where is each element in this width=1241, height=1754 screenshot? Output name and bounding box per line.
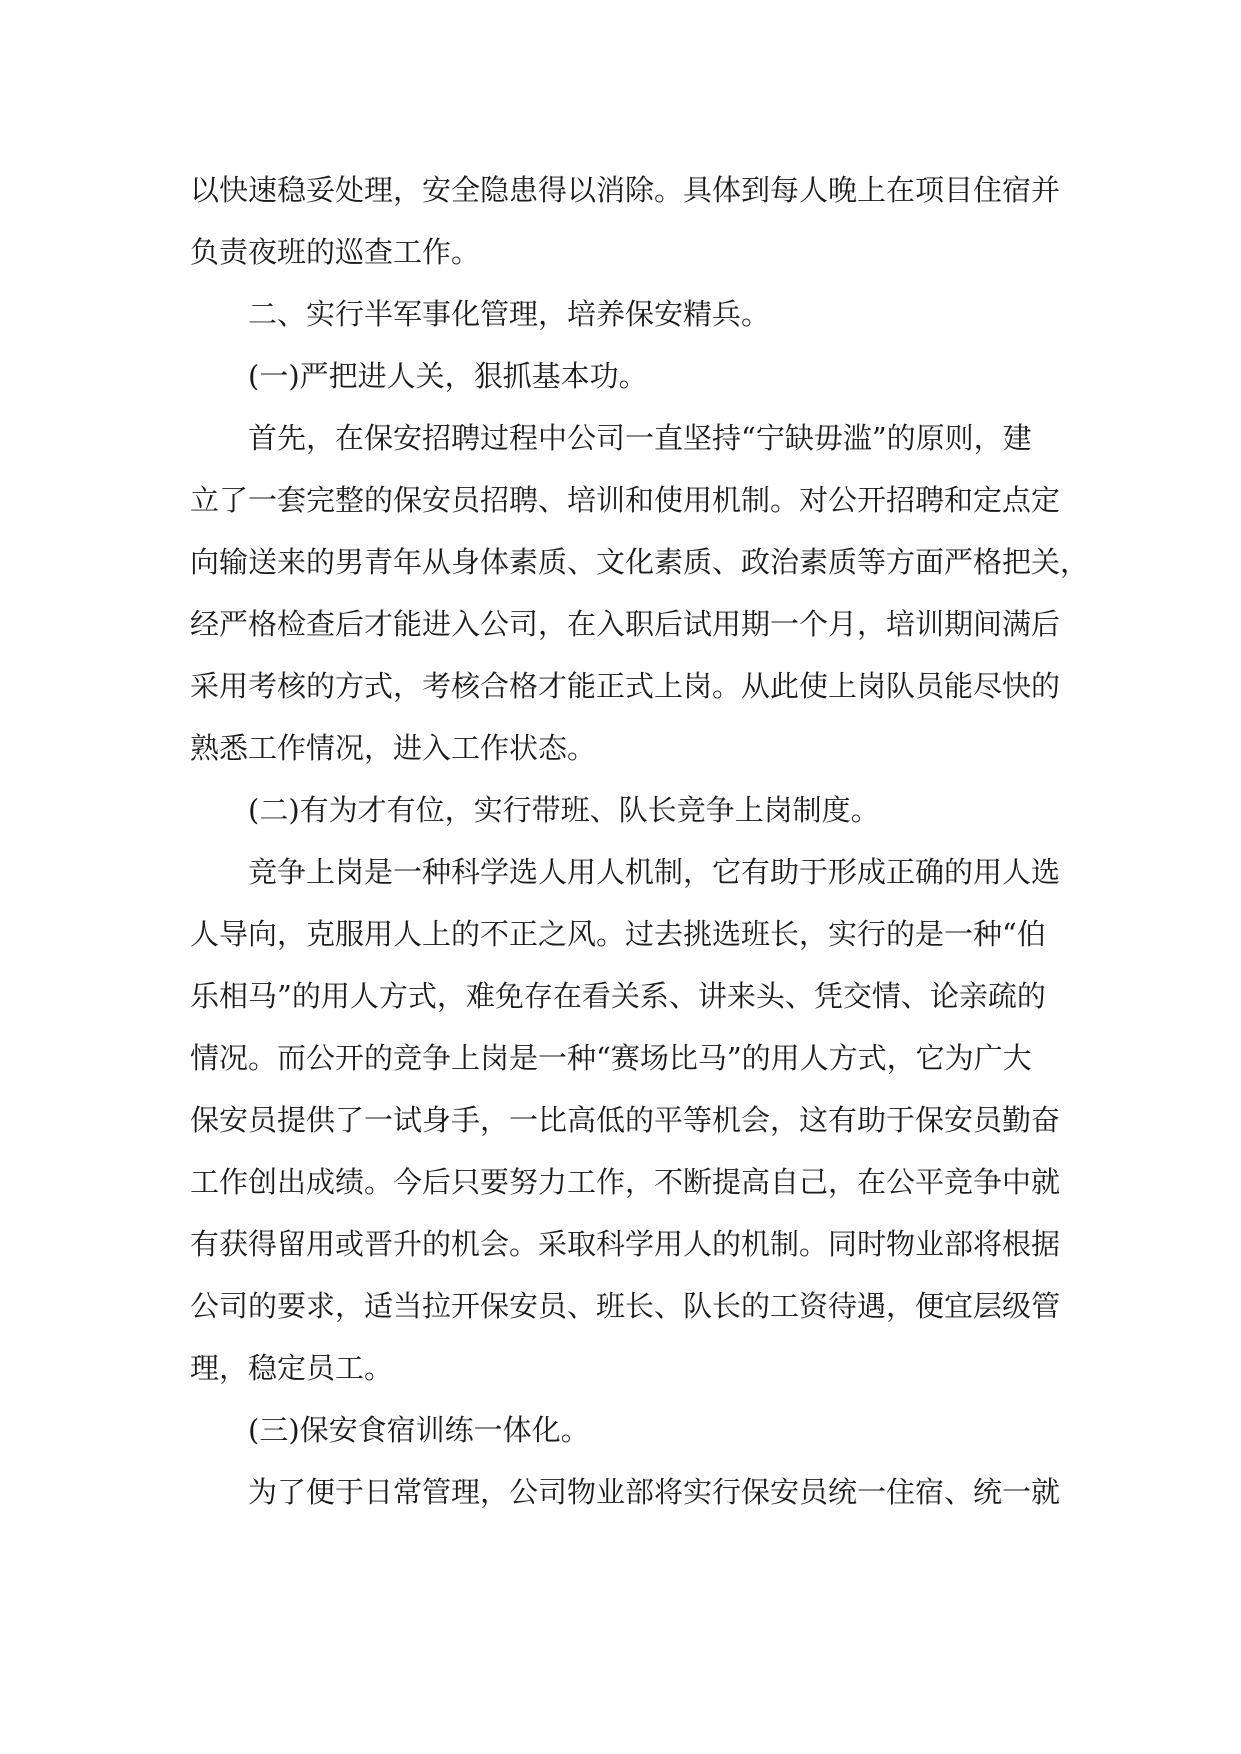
text-line: 熟悉工作情况，进入工作状态。 [190,731,597,765]
text-line: 立了一套完整的保安员招聘、培训和使用机制。对公开招聘和定点定 [190,483,1061,517]
text-line: 向输送来的男青年从身体素质、文化素质、政治素质等方面严格把关， [190,545,1090,579]
text-line: 首先，在保安招聘过程中公司一直坚持“宁缺毋滥”的原则，建 [248,421,1032,455]
text-line: 有获得留用或晋升的机会。采取科学用人的机制。同时物业部将根据 [190,1227,1061,1261]
text-line: 保安员提供了一试身手，一比高低的平等机会，这有助于保安员勤奋 [190,1103,1061,1137]
text-line: 为了便于日常管理，公司物业部将实行保安员统一住宿、统一就 [248,1475,1061,1509]
text-line: 经严格检查后才能进入公司，在入职后试用期一个月，培训期间满后 [190,607,1061,641]
subsection-heading: (一)严把进人关，狠抓基本功。 [248,359,648,393]
subsection-heading: (二)有为才有位，实行带班、队长竞争上岗制度。 [248,793,880,827]
text-line: 以快速稳妥处理，安全隐患得以消除。具体到每人晚上在项目住宿并 [190,173,1061,207]
text-line: 理，稳定员工。 [190,1351,394,1385]
subsection-heading: (三)保安食宿训练一体化。 [248,1413,590,1447]
text-line: 竞争上岗是一种科学选人用人机制，它有助于形成正确的用人选 [248,855,1061,889]
text-line: 乐相马”的用人方式，难免存在看关系、讲来头、凭交情、论亲疏的 [190,979,1046,1013]
text-line: 人导向，克服用人上的不正之风。过去挑选班长，实行的是一种“伯 [190,917,1046,951]
section-heading: 二、实行半军事化管理，培养保安精兵。 [248,297,771,331]
text-line: 工作创出成绩。今后只要努力工作，不断提高自己，在公平竞争中就 [190,1165,1061,1199]
text-line: 采用考核的方式，考核合格才能正式上岗。从此使上岗队员能尽快的 [190,669,1061,703]
text-line: 情况。而公开的竞争上岗是一种“赛场比马”的用人方式，它为广大 [190,1041,1032,1075]
text-line: 负责夜班的巡查工作。 [190,235,481,269]
text-line: 公司的要求，适当拉开保安员、班长、队长的工资待遇，便宜层级管 [190,1289,1061,1323]
